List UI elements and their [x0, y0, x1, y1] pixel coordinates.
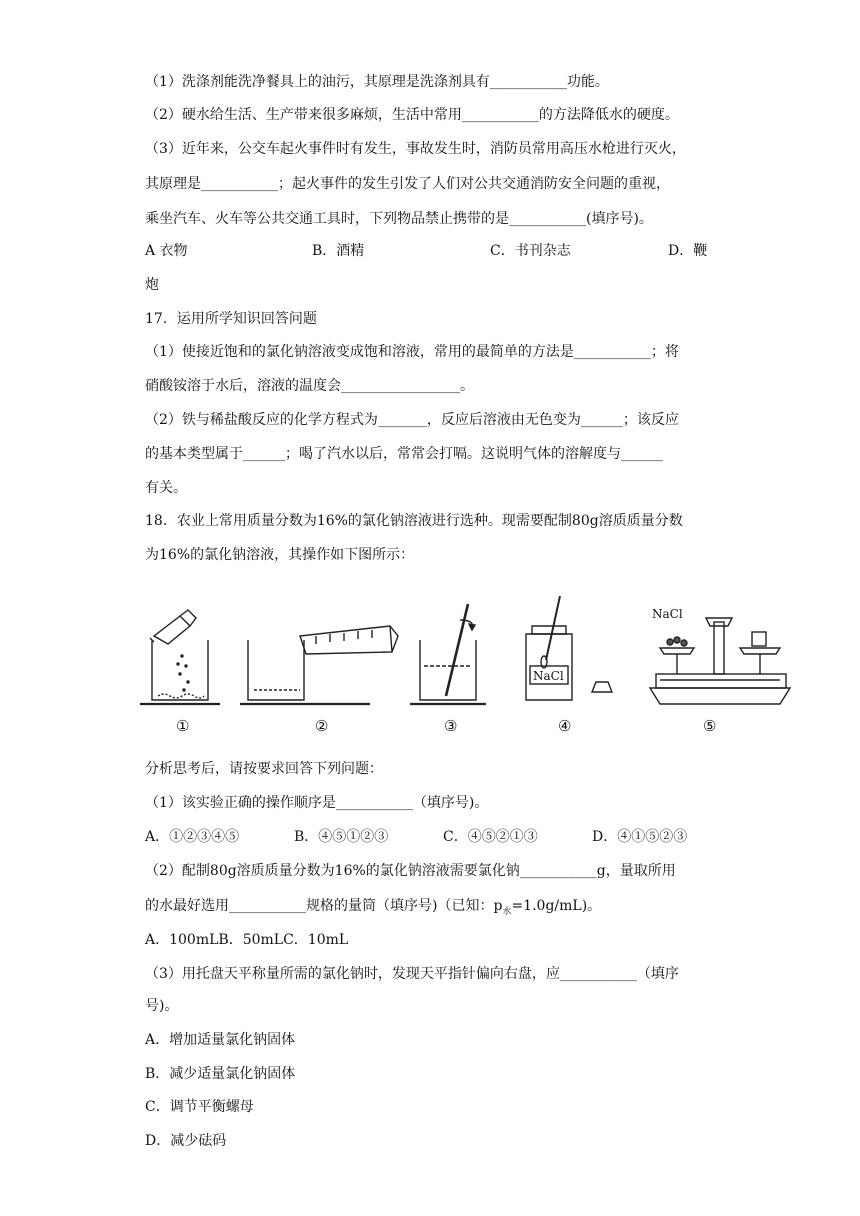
q18-sub3-option-d: D．减少砝码: [145, 1133, 227, 1149]
figure-cylinder-pouring-water: [240, 626, 398, 704]
q16-line-1: （1）洗涤剂能洗净餐具上的油污，其原理是洗涤剂具有___________功能。: [145, 74, 609, 90]
figure-reagent-jar: [526, 596, 612, 700]
q18-line-1: 18．农业上常用质量分数为16%的氯化钠溶液进行选种。现需要配制80g溶质质量分数: [145, 513, 683, 529]
density-subscript: 水: [502, 906, 512, 917]
figure-label-5: ⑤: [703, 717, 717, 735]
q17-line-4: 的基本类型属于______；喝了汽水以后，常常会打嗝。这说明气体的溶解度与______: [145, 446, 663, 462]
q18-sub1: （1）该实验正确的操作顺序是___________（填序号)。: [145, 795, 489, 811]
balance-nacl-label: NaCl: [652, 607, 683, 621]
q16-option-d-cont: 炮: [145, 277, 159, 293]
q18-sub1-option-a: A．①②③④⑤: [145, 829, 240, 845]
figure-stirring-rod: [410, 604, 486, 704]
q16-line-4: 其原理是___________；起火事件的发生引发了人们对公共交通消防安全问题的重视，: [145, 176, 670, 192]
q16-line-5: 乘坐汽车、火车等公共交通工具时，下列物品禁止携带的是___________(填序号)。: [145, 211, 653, 227]
q17-line-3: （2）铁与稀盐酸反应的化学方程式为_______，反应后溶液由无色变为______；该反应: [145, 412, 679, 428]
q18-sub3-option-c: C．调节平衡螺母: [145, 1099, 254, 1115]
q18-sub1-option-d: D．④①⑤②③: [592, 829, 688, 845]
q18-sub3-option-b: B．减少适量氯化钠固体: [145, 1066, 296, 1082]
q18-sub2-line-1: （2）配制80g溶质质量分数为16%的氯化钠溶液需要氯化钠___________g，量取所用: [145, 863, 676, 879]
q18-sub2-line-2b: =1.0g/mL)。: [511, 898, 602, 914]
figure-label-2: ②: [315, 717, 329, 735]
q18-sub2-line-2: [145, 896, 601, 922]
q17-line-5: 有关。: [145, 480, 187, 496]
figure-label-4: ④: [558, 717, 572, 735]
q18-line-2: 为16%的氯化钠溶液，其操作如下图所示：: [145, 547, 415, 563]
q16-option-d: D．鞭: [668, 243, 708, 259]
q17-line-2: 硝酸铵溶于水后，溶液的温度会_________________。: [145, 378, 474, 394]
q18-sub3-line-2: 号)。: [145, 998, 179, 1014]
q16-option-b: B．酒精: [312, 243, 365, 259]
q18-sub3-line-1: （3）用托盘天平称量所需的氯化钠时，发现天平指针偏向右盘，应___________（填序: [145, 966, 679, 982]
figure-label-3: ③: [444, 717, 458, 735]
q17-title: 17．运用所学知识回答问题: [145, 311, 317, 327]
q17-line-1: （1）使接近饱和的氯化钠溶液变成饱和溶液，常用的最简单的方法是___________；将: [145, 344, 679, 360]
figure-label-1: ①: [176, 717, 190, 735]
q16-line-3: （3）近年来，公交车起火事件时有发生，事故发生时，消防员常用高压水枪进行灭火，: [145, 141, 686, 157]
q16-option-c: C．书刊杂志: [490, 243, 571, 259]
q18-sub2-line-2a: 的水最好选用___________规格的量筒（填序号)（已知：p: [145, 898, 503, 914]
figure-beaker-pouring-solid: [140, 610, 220, 704]
q16-option-a: A 衣物: [145, 243, 188, 259]
q18-sub1-option-c: C．④⑤②①③: [443, 829, 538, 845]
q18-intro: 分析思考后，请按要求回答下列问题：: [145, 761, 383, 777]
experiment-figure: [140, 596, 800, 711]
q18-sub1-option-b: B．④⑤①②③: [294, 829, 389, 845]
q18-sub2-options: A．100mLB．50mLC．10mL: [145, 932, 349, 948]
q16-line-2: （2）硬水给生活、生产带来很多麻烦，生活中常用___________的方法降低水的硬度。: [145, 107, 679, 123]
figure-balance: [650, 618, 790, 704]
q18-sub3-option-a: A．增加适量氯化钠固体: [145, 1032, 296, 1048]
reagent-jar-label: NaCl: [533, 669, 564, 683]
